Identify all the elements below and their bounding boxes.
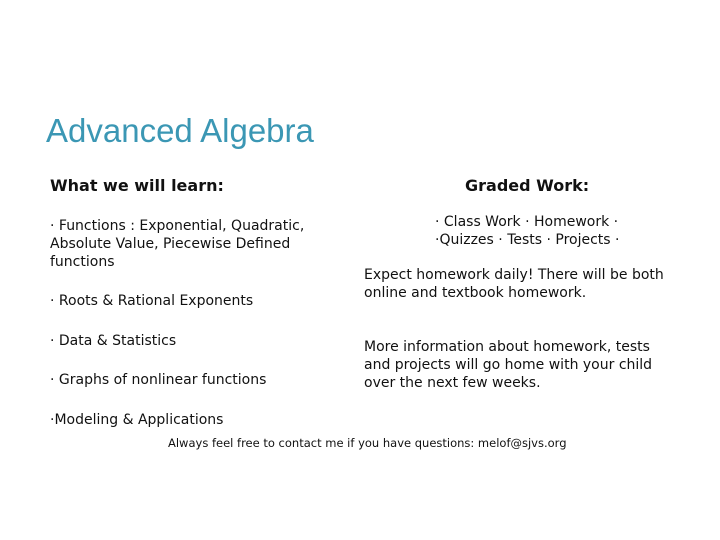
learn-item: ·Modeling & Applications bbox=[50, 412, 224, 428]
learn-item: · Roots & Rational Exponents bbox=[50, 293, 254, 309]
homework-note: Expect homework daily! There will be both online and textbook homework. bbox=[364, 267, 664, 301]
graded-line: · Class Work · Homework · bbox=[435, 214, 619, 230]
graded-line: ·Quizzes · Tests · Projects · bbox=[435, 232, 620, 248]
info-note: More information about homework, tests and projects will go home with your child over the next few weeks. bbox=[364, 339, 653, 391]
contact-footer: Always feel free to contact me if you have questions: melof@sjvs.org bbox=[168, 436, 567, 450]
learn-heading: What we will learn: bbox=[50, 176, 224, 195]
graded-heading: Graded Work: bbox=[465, 176, 590, 195]
slide-title: Advanced Algebra bbox=[46, 112, 314, 149]
learn-item: · Functions : Exponential, Quadratic, Absolute Value, Piecewise Defined functions bbox=[50, 218, 305, 270]
learn-item: · Graphs of nonlinear functions bbox=[50, 372, 267, 388]
learn-item: · Data & Statistics bbox=[50, 333, 177, 349]
